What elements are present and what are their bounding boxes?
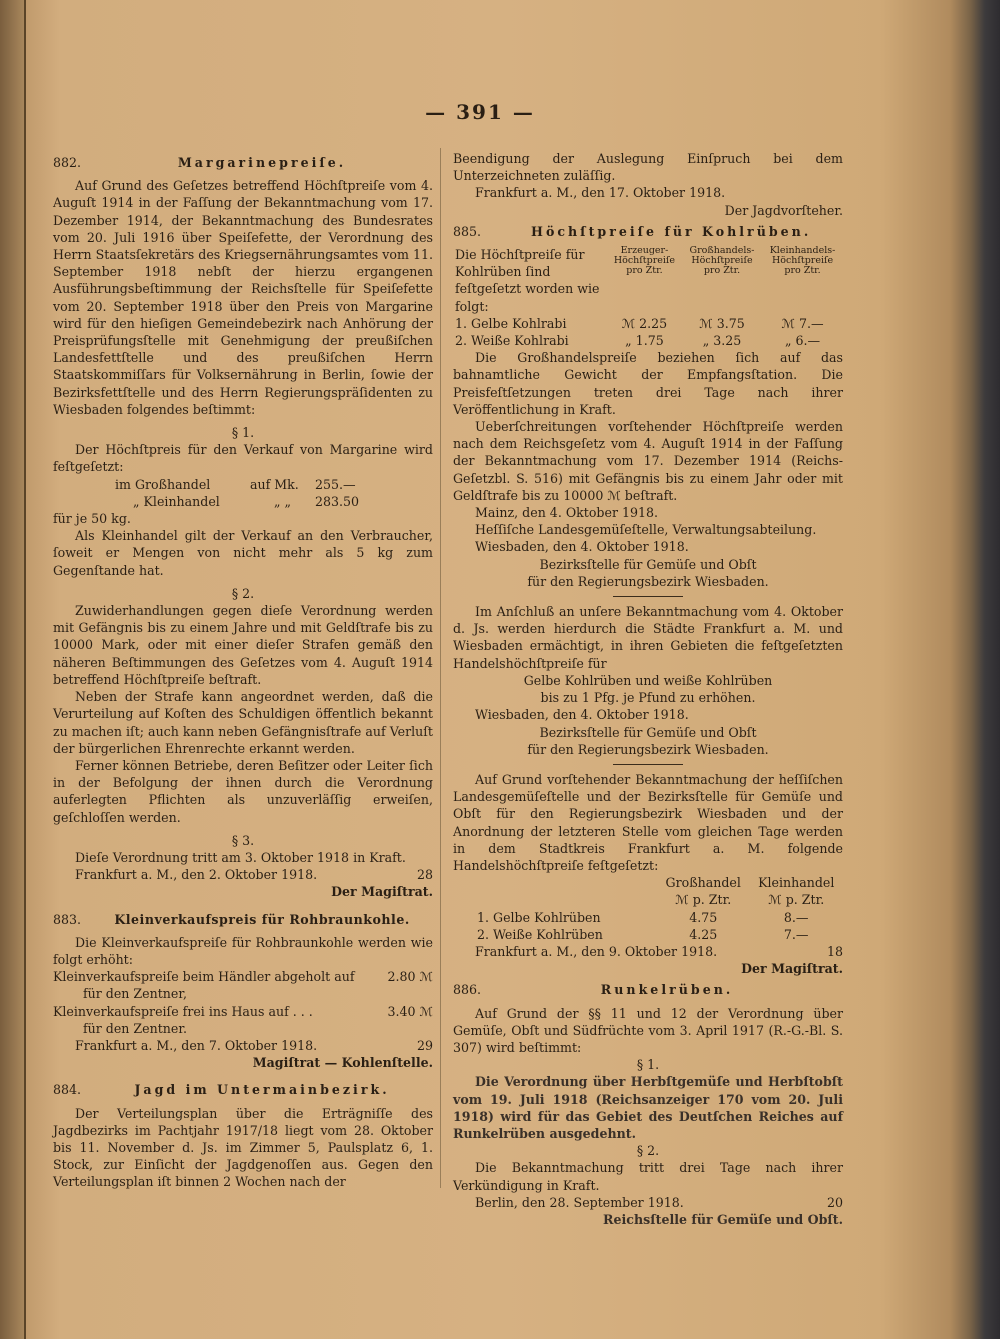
paragraph: Die Verordnung über Herbſtgemüſe und Herbſtobſt vom 19. Juli 1918 (Reichsanzeiger 170 vom 20. Juli 1918) wird für das Gebiet des Deutſchen Reiches auf Runkelrüben ausgedehnt. [453, 1074, 843, 1141]
paragraph: Die Großhandelspreiſe beziehen ſich auf das bahnamtliche Gewicht der Empfangsſtation. Die Preisfeſtſetzungen treten drei Tage nach ihrer Veröffentlichung in Kraft. [453, 350, 843, 417]
table-cell: 4.75 [689, 909, 718, 925]
table-cell: 2. Weiße Kohlrabi [455, 333, 569, 349]
paragraph: Die Bekanntmachung tritt drei Tage nach ihrer Verkündigung in Kraft. [453, 1160, 843, 1193]
paragraph: Auf Grund vorſtehender Bekanntmachung der heſſiſchen Landesgemüſeſtelle und der Bezirksſtelle für Gemüſe und Obſt für den Regierungsbezirk Wiesbaden und der Anordnung der letzteren Stelle vom gleichen Tage werden in dem Stadtkreis Frankfurt a. M. folgende Handelshöchſtpreiſe feſtgeſetzt: [453, 771, 843, 873]
place-date: Wiesbaden, den 4. Oktober 1918. [475, 707, 689, 723]
price-label: im Großhandel [115, 476, 211, 492]
paragraph: Auf Grund des Geſetzes betreffend Höchſtpreiſe vom 4. Auguſt 1914 in der Faſſung der Bekanntmachung vom 17. Dezember 1914, der Bekanntmachung des Bundesrates vom 20. Juli 1916 über Speiſefette, der Verordnung des Herrn Staatsſekretärs des Kriegsernährungsamtes vom 11. September 1918 nebſt der hierzu ergangenen Ausführungsbeſtimmung der Reichsſtelle für Speiſefette vom 20. September 1918 über den Preis von Margarine wird für den hieſigen Gemeindebezirk nach Anhörung der Preisprüfungsſtelle mit Genehmigung der preußiſchen Landesfettſtelle und des preußiſchen Herrn Staatskommiſſars für Volksernährung in Berlin, ſowie der Bezirksfettſtelle und des Herrn Regierungspräſidenten zu Wiesbaden folgendes beſtimmt: [53, 178, 433, 417]
price-label: Kleinverkaufspreiſe frei ins Haus auf . . . [53, 1003, 313, 1019]
paragraph: Der Verteilungsplan über die Erträgniſſe des Jagdbezirks im Pachtjahr 1917/18 liegt vom 28. Oktober bis 11. November d. Js. im Zimmer 5, Paulsplatz 6, 1. Stock, zur Einſicht der Jagdgenoſſen aus. Gegen den Verteilungsplan iſt binnen 2 Wochen nach der [53, 1105, 433, 1190]
paragraph: Beendigung der Auslegung Einſpruch bei dem Unterzeichneten zuläſſig. [453, 151, 843, 184]
signature: Reichsſtelle für Gemüſe und Obſt. [603, 1211, 843, 1227]
price-row [53, 968, 433, 985]
paragraph: Dieſe Verordnung tritt am 3. Oktober 1918 in Kraft. [75, 849, 406, 865]
table-cell: Die Höchſtpreiſe für Kohlrüben ſind feſtgeſetzt worden wie folgt: [455, 247, 600, 314]
table-cell: 1. Gelbe Kohlrüben [477, 909, 601, 925]
separator-line [613, 764, 683, 765]
price-value: 283.50 [315, 493, 360, 509]
paragraph-sign: § 1. [636, 1057, 660, 1073]
section-number: 884. [53, 1082, 82, 1098]
paragraph: Zuwiderhandlungen gegen dieſe Verordnung werden mit Gefängnis bis zu einem Jahre und mit Geldſtrafe bis zu 10000 Mark, oder mit einer dieſer Strafen gemäß den näheren Beſtimmungen des Geſetzes vom 4. Auguſt 1914 betreffend Höchſtpreiſe beſtraft. [53, 603, 433, 687]
column-header: Großhandels-Höchſtpreiſe pro Ztr. [689, 245, 755, 277]
price-value: 255.— [315, 476, 356, 492]
paragraph: Auf Grund der §§ 11 und 12 der Verordnung über Gemüſe, Obſt und Südfrüchte vom 3. April 1917 (R.-G.-Bl. S. 307) wird beſtimmt: [453, 1005, 843, 1055]
column-unit: ℳ p. Ztr. [675, 892, 732, 908]
table-cell: 2. Weiße Kohlrüben [477, 926, 603, 942]
right-column [453, 150, 843, 1228]
paragraph: Der Höchſtpreis für den Verkauf von Margarine wird feſtgeſetzt: [53, 442, 433, 475]
table-row [453, 246, 843, 315]
paragraph-sign: § 3. [231, 832, 255, 848]
table-row [453, 874, 843, 891]
table-row [453, 926, 843, 943]
table-cell: „ 6.— [784, 333, 821, 349]
table-row [453, 332, 843, 349]
previous-page-edge [0, 0, 26, 1339]
paragraph: Ueberſchreitungen vorſtehender Höchſtpreiſe werden nach dem Reichsgeſetz vom 4. Auguſt 1914 in der Faſſung der Bekanntmachung vom 17. Dezember 1914 (Reichs-Geſetzbl. S. 516) mit Gefängnis bis zu einem Jahr oder mit Geldſtrafe bis zu 10000 ℳ beſtraft. [453, 419, 843, 503]
column-header: Erzeuger-Höchſtpreiſe pro Ztr. [613, 245, 676, 277]
place-date: Frankfurt a. M., den 2. Oktober 1918. [75, 867, 318, 883]
paragraph: Die Kleinverkaufspreiſe für Rohbraunkohle werden wie folgt erhöht: [53, 934, 433, 967]
notice-code: 29 [416, 1037, 433, 1053]
price-row [53, 493, 433, 510]
paragraph: bis zu 1 Pfg. je Pfund zu erhöhen. [540, 690, 756, 706]
price-value: 2.80 ℳ [387, 969, 433, 985]
authority: Heſſiſche Landesgemüſeſtelle, Verwaltungsabteilung. [475, 522, 817, 538]
section-title: Höchſtpreiſe für Kohlrüben. [531, 223, 812, 239]
signature: Der Magiſtrat. [741, 961, 843, 977]
paragraph: für je 50 kg. [53, 511, 131, 527]
paragraph: Neben der Strafe kann angeordnet werden, daß die Verurteilung auf Koſten des Schuldigen öffentlich bekannt zu machen iſt; auch kann neben Gefängnisſtrafe auf Verluſt der bürgerlichen Ehrenrechte erkannt werden. [53, 689, 433, 756]
dateline [453, 943, 843, 960]
paragraph-sign: § 2. [231, 585, 255, 601]
table-cell: ℳ 3.75 [699, 315, 745, 331]
section-title: Kleinverkaufspreis für Rohbraunkohle. [114, 911, 410, 927]
separator-line [613, 596, 683, 597]
signature: Magiſtrat — Kohlenſtelle. [252, 1055, 433, 1071]
table-cell: 1. Gelbe Kohlrabi [455, 315, 567, 331]
price-row [53, 476, 433, 493]
column-header: Kleinhandels-Höchſtpreiſe pro Ztr. [769, 245, 836, 277]
price-unit: für den Zentner. [83, 1020, 188, 1036]
table-cell: 7.— [783, 926, 809, 942]
price-unit: für den Zentner, [83, 986, 188, 1002]
authority: Bezirksſtelle für Gemüſe und Obſt [539, 724, 757, 740]
paragraph: Als Kleinhandel gilt der Verkauf an den Verbraucher, ſoweit er Mengen von nicht mehr als 5 kg zum Gegenſtande hat. [53, 528, 433, 578]
table-cell: „ 1.75 [625, 333, 664, 349]
table-cell: 4.25 [689, 926, 718, 942]
price-table [453, 246, 843, 349]
section-number: 885. [453, 223, 482, 239]
column-divider [440, 148, 441, 1188]
authority: für den Regierungsbezirk Wiesbaden. [527, 573, 769, 589]
dateline [453, 1194, 843, 1211]
price-label: „ Kleinhandel [133, 493, 220, 509]
paragraph-sign: § 2. [636, 1143, 660, 1159]
section-886-heading [453, 981, 843, 998]
page-number: — 391 — [425, 100, 535, 124]
price-unit: „ „ [273, 493, 292, 509]
column-unit: ℳ p. Ztr. [768, 892, 825, 908]
section-885-heading [453, 223, 843, 240]
section-882-heading [53, 154, 433, 171]
table-cell: ℳ 7.— [781, 315, 824, 331]
price-table [453, 874, 843, 943]
dateline [53, 1037, 433, 1054]
section-number: 882. [53, 155, 82, 170]
price-label: Kleinverkaufspreiſe beim Händler abgeholt auf [53, 969, 355, 985]
place-date: Mainz, den 4. Oktober 1918. [475, 505, 659, 521]
price-row [53, 1003, 433, 1020]
price-value: 3.40 ℳ [387, 1003, 433, 1019]
section-number: 883. [53, 911, 82, 927]
place-date: Frankfurt a. M., den 17. Oktober 1918. [475, 185, 726, 201]
column-header: Großhandel [665, 875, 741, 891]
signature: Der Jagdvorſteher. [724, 202, 843, 218]
section-number: 886. [453, 982, 482, 998]
table-cell: ℳ 2.25 [621, 315, 668, 331]
price-unit: auf Mk. [250, 476, 299, 492]
authority: Bezirksſtelle für Gemüſe und Obſt [539, 556, 757, 572]
table-row [453, 909, 843, 926]
notice-code: 18 [826, 943, 843, 959]
table-cell: 8.— [783, 909, 809, 925]
section-883-heading [53, 911, 433, 928]
table-cell: „ 3.25 [702, 333, 742, 349]
place-date: Frankfurt a. M., den 7. Oktober 1918. [75, 1037, 318, 1053]
place-date: Wiesbaden, den 4. Oktober 1918. [475, 539, 689, 555]
place-date: Frankfurt a. M., den 9. Oktober 1918. [475, 943, 718, 959]
paragraph: Gelbe Kohlrüben und weiße Kohlrüben [523, 672, 773, 688]
column-header: Kleinhandel [758, 875, 835, 891]
table-row [453, 891, 843, 908]
notice-code: 20 [826, 1194, 843, 1210]
table-row [453, 315, 843, 332]
paragraph: Ferner können Betriebe, deren Beſitzer oder Leiter ſich in der Befolgung der ihnen durch die Verordnung auferlegten Pflichten als unzuverläſſig erweiſen, geſchloſſen werden. [53, 757, 433, 825]
authority: für den Regierungsbezirk Wiesbaden. [527, 741, 769, 757]
dateline [53, 866, 433, 883]
section-title: Margarinepreiſe. [177, 155, 347, 170]
section-title: Runkelrüben. [600, 982, 734, 998]
section-884-heading [53, 1081, 433, 1098]
notice-code: 28 [416, 867, 433, 883]
left-column [53, 150, 433, 1191]
paragraph-sign: § 1. [231, 425, 255, 441]
place-date: Berlin, den 28. September 1918. [475, 1194, 684, 1210]
signature: Der Magiſtrat. [331, 884, 433, 900]
section-title: Jagd im Untermainbezirk. [134, 1082, 390, 1098]
paragraph: Im Anſchluß an unſere Bekanntmachung vom 4. Oktober d. Js. werden hierdurch die Städte Frankfurt a. M. und Wiesbaden ermächtigt, in ihren Gebieten die feſtgeſetzten Handelshöchſtpreiſe für [453, 604, 843, 671]
